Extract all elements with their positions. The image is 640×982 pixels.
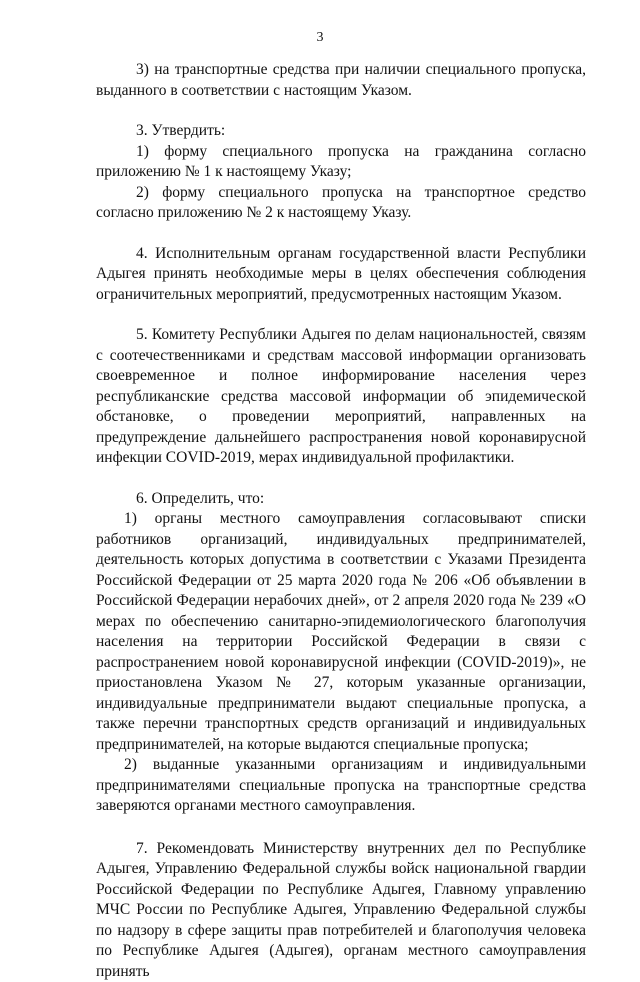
item-6-heading: 6. Определить, что: — [96, 489, 586, 510]
item-7: 7. Рекомендовать Министерству внутренних дел по Республике Адыгея, Управлению Федеральной службы войск национальной гвардии Российской Федерации по Республике Адыгея, Главному управлению МЧС России по Республике Адыгея, Управлению Федеральной службы по надзору в сфере защиты прав потребителей и благополучия человека по Республике Адыгея (Адыгея), органам местного самоуправления принять — [96, 839, 586, 982]
item-5: 5. Комитету Республики Адыгея по делам национальностей, связям с соотечественниками и средствам массовой информации организовать своевременное и полное информирование населения через республиканские средства массовой информации об эпидемической обстановке, о проведении мероприятий, направленных на предупреждение дальнейшего распространения новой коронавирусной инфекции COVID-2019, мерах индивидуальной профилактики. — [96, 325, 586, 469]
item-6-subitem-1: 1) органы местного самоуправления согласовывают списки работников организаций, индивидуальных предпринимателей, деятельность которых допустима в соответствии с Указами Президента Российской Федерации от 25 марта 2020 года № 206 «Об объявлении в Российской Федерации нерабочих дней», от 2 апреля 2020 года № 239 «О мерах по обеспечению санитарно-эпидемиологического благополучия населения на территории Российской Федерации в связи с распространением новой коронавирусной инфекции (COVID-2019)», не приостановлена Указом № 27, которым указанные организации, индивидуальные предприниматели выдают специальные пропуска, а также перечни транспортных средств организаций и индивидуальных предпринимателей, на которые выдаются специальные пропуска; — [96, 509, 586, 755]
item-3-subitem-1: 1) форму специального пропуска на гражданина согласно приложению № 1 к настоящему Указу; — [96, 142, 586, 183]
item-6-subitem-2: 2) выданные указанными организациям и индивидуальными предпринимателями специальные пропуска на транспортные средства заверяются органами местного самоуправления. — [96, 755, 586, 817]
page-number: 3 — [0, 30, 640, 46]
item-2-subitem-3: 3) на транспортные средства при наличии специального пропуска, выданного в соответствии с настоящим Указом. — [96, 60, 586, 101]
item-3-subitem-2: 2) форму специального пропуска на транспортное средство согласно приложению № 2 к настоящему Указу. — [96, 183, 586, 224]
item-4: 4. Исполнительным органам государственной власти Республики Адыгея принять необходимые меры в целях обеспечения соблюдения ограничительных мероприятий, предусмотренных настоящим Указом. — [96, 244, 586, 306]
item-3-heading: 3. Утвердить: — [96, 121, 586, 142]
document-body — [96, 60, 586, 982]
